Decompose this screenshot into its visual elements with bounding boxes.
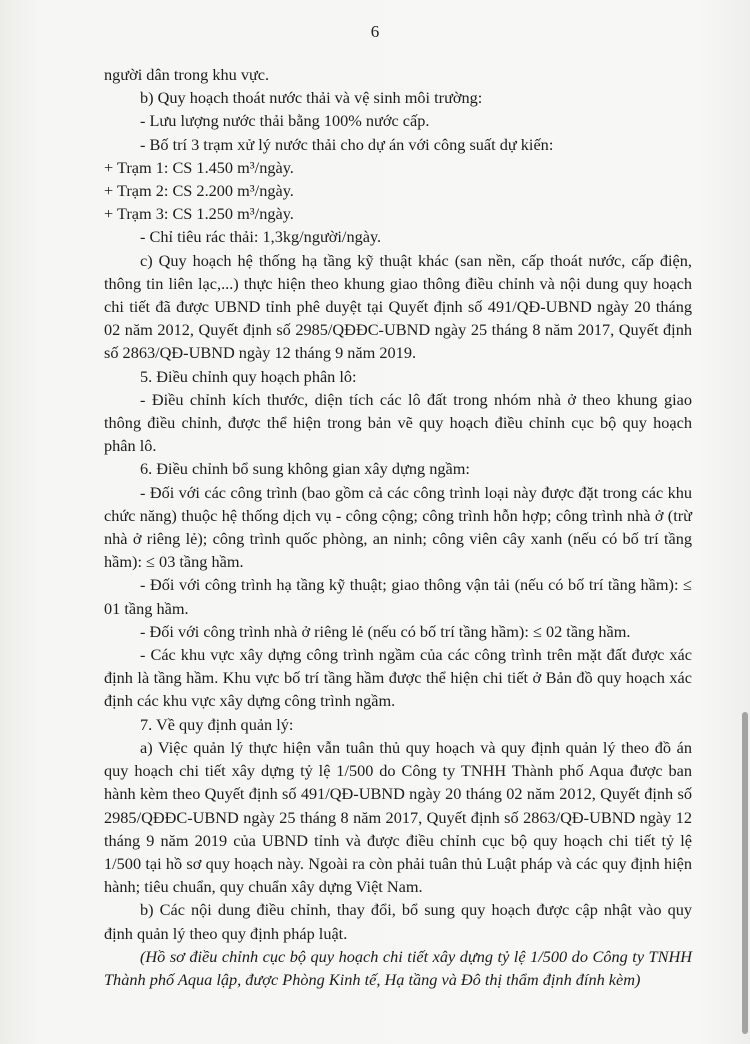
heading-wastewater-planning: b) Quy hoạch thoát nước thải và vệ sinh môi trường: xyxy=(140,88,483,108)
heading-underground-space: 6. Điều chỉnh bổ sung không gian xây dựng ngầm: xyxy=(140,459,470,479)
document-body xyxy=(104,63,692,991)
item-underground-houses: - Đối với công trình nhà ở riêng lẻ (nếu có bố trí tầng hầm): ≤ 02 tầng hầm. xyxy=(140,621,631,641)
item-station-1: + Trạm 1: CS 1.450 m³/ngày. xyxy=(104,157,294,177)
item-treatment-stations: - Bố trí 3 trạm xử lý nước thải cho dự án với công suất dự kiến: xyxy=(140,134,554,154)
item-management-b: b) Các nội dung điều chỉnh, thay đổi, bổ sung quy hoạch được cập nhật vào quy định quản lý theo quy định pháp luật. xyxy=(104,900,692,943)
item-waste-norm: - Chỉ tiêu rác thải: 1,3kg/người/ngày. xyxy=(140,227,382,247)
scrollbar-thumb[interactable] xyxy=(742,712,748,1034)
item-wastewater-flow: - Lưu lượng nước thải bằng 100% nước cấp. xyxy=(140,111,430,131)
item-underground-public: - Đối với các công trình (bao gồm cả các công trình loại này được đặt trong các khu chức năng) thuộc hệ thống dịch vụ - công cộng; công trình hỗn hợp; công trình nhà ở (trừ nhà ở riêng lẻ); công trình quốc phòng, an ninh; công viên cây xanh (nếu có bố trí tầng hầm): ≤ 03 tầng hầm. xyxy=(104,482,692,572)
item-management-a: a) Việc quản lý thực hiện vẫn tuân thủ quy hoạch và quy định quản lý theo đồ án quy hoạch chi tiết xây dựng tỷ lệ 1/500 do Công ty TNHH Thành phố Aqua được ban hành kèm theo Quyết định số 491/QĐ-UBND ngày 20 tháng 02 năm 2012, Quyết định số 2985/QĐĐC-UBND ngày 25 tháng 8 năm 2017, Quyết định số 2863/QĐ-UBND ngày 12 tháng 9 năm 2019 của UBND tỉnh và được điều chỉnh cục bộ quy hoạch chi tiết tỷ lệ 1/500 tại hồ sơ quy hoạch này. Ngoài ra còn phải tuân thủ Luật pháp và các quy định hiện hành; tiêu chuẩn, quy chuẩn xây dựng Việt Nam. xyxy=(104,737,692,897)
heading-management-rules: 7. Về quy định quản lý: xyxy=(140,714,294,734)
item-station-2: + Trạm 2: CS 2.200 m³/ngày. xyxy=(104,181,294,201)
item-lot-adjustment: - Điều chỉnh kích thước, diện tích các lô đất trong nhóm nhà ở theo khung giao thông điều chỉnh, được thể hiện trong bản vẽ quy hoạch điều chỉnh cục bộ quy hoạch phân lô. xyxy=(104,389,692,456)
scrollbar[interactable] xyxy=(738,0,750,1044)
item-underground-areas: - Các khu vực xây dựng công trình ngầm của các công trình trên mặt đất được xác định là tầng hầm. Khu vực bố trí tầng hầm được thể hiện chi tiết ở Bản đồ quy hoạch xác định các khu vực xây dựng công trình ngầm. xyxy=(104,645,692,711)
item-underground-infrastructure: - Đối với công trình hạ tầng kỹ thuật; giao thông vận tải (nếu có bố trí tầng hầm): ≤ 01 tầng hầm. xyxy=(104,575,692,618)
page-number: 6 xyxy=(370,22,380,41)
paragraph-intro-tail: người dân trong khu vực. xyxy=(104,65,270,84)
note-attachment: (Hồ sơ điều chỉnh cục bộ quy hoạch chi tiết xây dựng tỷ lệ 1/500 do Công ty TNHH Thành phố Aqua lập, được Phòng Kinh tế, Hạ tầng và Đô thị thẩm định đính kèm) xyxy=(104,946,692,989)
paragraph-other-infrastructure: c) Quy hoạch hệ thống hạ tầng kỹ thuật khác (san nền, cấp thoát nước, cấp điện, thông tin liên lạc,...) thực hiện theo khung giao thông điều chỉnh và nội dung quy hoạch chi tiết đã được UBND tỉnh phê duyệt tại Quyết định số 491/QĐ-UBND ngày 20 tháng 02 năm 2012, Quyết định số 2985/QĐĐC-UBND ngày 25 tháng 8 năm 2017, Quyết định số 2863/QĐ-UBND ngày 12 tháng 9 năm 2019. xyxy=(104,250,692,363)
heading-lot-adjustment: 5. Điều chỉnh quy hoạch phân lô: xyxy=(140,366,357,386)
item-station-3: + Trạm 3: CS 1.250 m³/ngày. xyxy=(104,204,294,224)
